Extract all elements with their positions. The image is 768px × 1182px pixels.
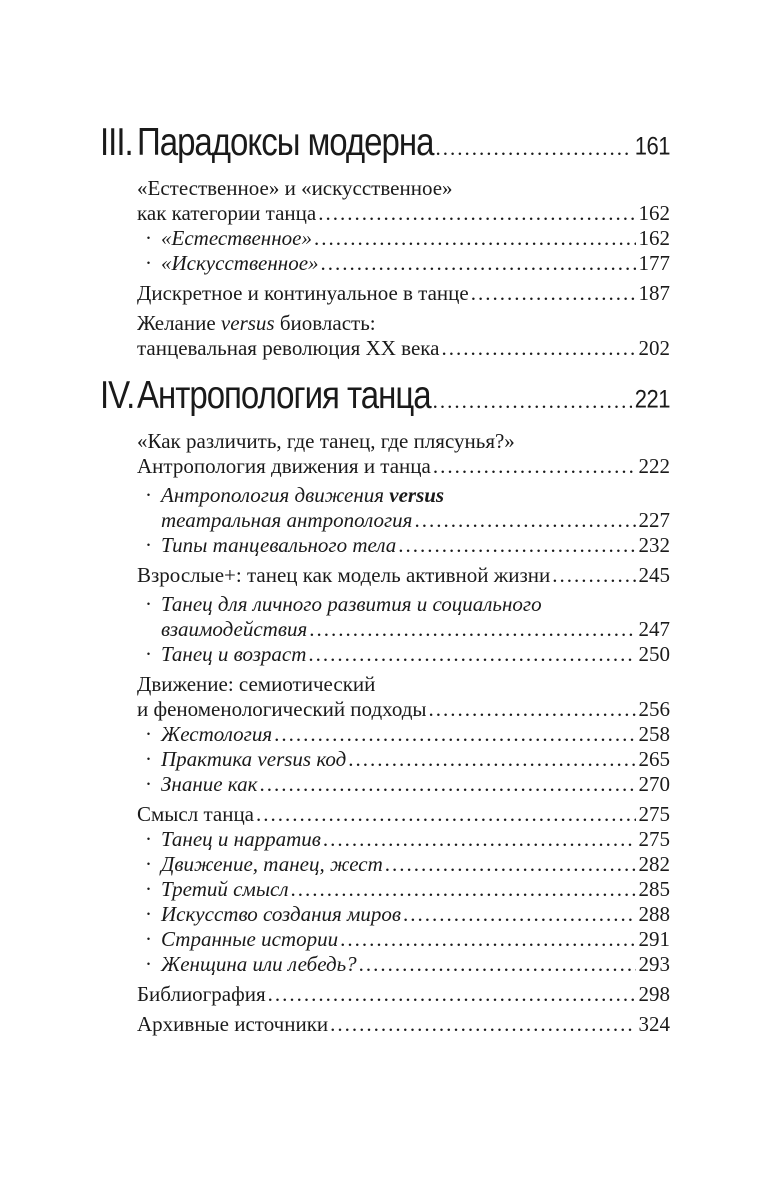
bullet-marker: · <box>145 852 152 876</box>
dot-leader <box>403 902 635 927</box>
toc-entry-row <box>100 982 670 1007</box>
dot-leader <box>471 281 636 306</box>
page-number: 221 <box>634 384 670 413</box>
dot-leader <box>398 533 635 558</box>
entry-title: Взрослые+: танец как модель активной жизни <box>137 563 551 587</box>
entry-title: Дискретное и континуальное в танце <box>137 281 469 305</box>
page-number: 177 <box>638 251 670 275</box>
chapter-numeral: IV. <box>100 372 135 417</box>
dot-leader <box>274 722 635 747</box>
subentry-title: Танец и возраст <box>161 642 307 666</box>
toc-entry-row <box>100 429 670 454</box>
entry-title: Архивные источники <box>137 1012 329 1036</box>
toc-subentry-row <box>100 533 670 558</box>
toc-entry-row <box>100 563 670 588</box>
toc-subentry-row <box>100 772 670 797</box>
page-number: 256 <box>638 697 670 721</box>
dot-leader <box>314 226 636 251</box>
bullet-marker: · <box>145 877 152 901</box>
page-number: 270 <box>638 772 670 796</box>
entry-title: танцевальная революция XX века <box>137 336 440 360</box>
toc-entry-continuation <box>100 697 670 722</box>
toc-subentry-row <box>100 877 670 902</box>
dot-leader <box>552 563 635 588</box>
page-number: 162 <box>638 226 670 250</box>
bullet-marker: · <box>145 483 152 507</box>
subentry-title: Движение, танец, жест <box>161 852 383 876</box>
subentry-title: театральная антропология <box>161 508 413 532</box>
dot-leader <box>256 802 635 827</box>
dot-leader <box>330 1012 635 1037</box>
toc-subentry-row <box>100 226 670 251</box>
entry-title <box>137 311 376 336</box>
page-number: 288 <box>638 902 670 926</box>
bullet-marker: · <box>145 722 152 746</box>
toc-chapter-row <box>100 119 670 170</box>
dot-leader <box>348 747 635 772</box>
bullet-marker: · <box>145 533 152 557</box>
entry-title: Движение: семиотический <box>137 672 376 696</box>
dot-leader <box>309 617 635 642</box>
bullet-marker: · <box>145 902 152 926</box>
page-number: 291 <box>638 927 670 951</box>
page-number: 247 <box>638 617 670 641</box>
entry-title: Смысл танца <box>137 802 255 826</box>
toc-entry-continuation <box>100 454 670 479</box>
bullet-marker: · <box>145 927 152 951</box>
page-number: 161 <box>634 131 670 160</box>
chapter-title: Парадоксы модерна <box>137 119 434 164</box>
toc-entry-continuation <box>100 201 670 226</box>
entry-title: Библиография <box>137 982 266 1006</box>
page-number: 222 <box>638 454 670 478</box>
toc-subentry-row <box>100 952 670 977</box>
entry-title-part: биовласть: <box>274 311 376 335</box>
chapter-title: Антропология танца <box>137 372 431 417</box>
page-number: 202 <box>638 336 670 360</box>
page-number: 250 <box>638 642 670 666</box>
toc-entry-row <box>100 311 670 336</box>
dot-leader <box>268 982 636 1007</box>
toc-subentry-row <box>100 902 670 927</box>
entry-title: «Как различить, где танец, где плясунья?» <box>137 429 515 453</box>
page-number: 227 <box>638 508 670 532</box>
page-number: 324 <box>638 1012 670 1036</box>
toc-entry-row <box>100 176 670 201</box>
subentry-title: Странные истории <box>161 927 339 951</box>
toc-subentry-row <box>100 483 670 508</box>
dot-leader <box>318 201 635 226</box>
page-number: 275 <box>638 827 670 851</box>
page-number: 275 <box>638 802 670 826</box>
dot-leader <box>442 336 636 361</box>
dot-leader <box>433 454 636 479</box>
toc-subentry-continuation <box>100 617 670 642</box>
bullet-marker: · <box>145 827 152 851</box>
toc-entry-row <box>100 281 670 306</box>
bullet-marker: · <box>145 747 152 771</box>
toc-subentry-row <box>100 642 670 667</box>
dot-leader <box>321 251 636 276</box>
subentry-title: «Естественное» <box>161 226 312 250</box>
toc-subentry-row <box>100 747 670 772</box>
toc-list <box>100 119 670 1037</box>
dot-leader <box>259 772 635 797</box>
toc-subentry-row <box>100 722 670 747</box>
subentry-title: Типы танцевального тела <box>161 533 397 557</box>
dot-leader <box>414 508 635 533</box>
toc-chapter-row <box>100 372 670 423</box>
subentry-title: Жестология <box>161 722 273 746</box>
page-number: 285 <box>638 877 670 901</box>
entry-title: как категории танца <box>137 201 317 225</box>
page-number: 162 <box>638 201 670 225</box>
dot-leader <box>435 126 631 170</box>
subentry-title: Третий смысл <box>161 877 289 901</box>
subentry-title: Знание как <box>161 772 258 796</box>
toc-subentry-row <box>100 927 670 952</box>
bullet-marker: · <box>145 226 152 250</box>
entry-title: «Естественное» и «искусственное» <box>137 176 453 200</box>
dot-leader <box>340 927 635 952</box>
subentry-title <box>161 483 444 508</box>
dot-leader <box>433 379 632 423</box>
toc-subentry-row <box>100 852 670 877</box>
entry-title-part: Желание <box>137 311 221 335</box>
toc-entry-row <box>100 672 670 697</box>
dot-leader <box>385 852 636 877</box>
subentry-title-emphasis: versus <box>389 483 445 507</box>
page-number: 232 <box>638 533 670 557</box>
subentry-title-part: Антропология движения <box>161 483 390 507</box>
page-number: 293 <box>638 952 670 976</box>
bullet-marker: · <box>145 592 152 616</box>
page-number: 298 <box>638 982 670 1006</box>
toc-subentry-row <box>100 827 670 852</box>
toc-entry-continuation <box>100 336 670 361</box>
entry-title: Антропология движения и танца <box>137 454 431 478</box>
bullet-marker: · <box>145 772 152 796</box>
bullet-marker: · <box>145 642 152 666</box>
dot-leader <box>429 697 636 722</box>
page-number: 245 <box>638 563 670 587</box>
chapter-numeral: III. <box>100 119 133 164</box>
bullet-marker: · <box>145 952 152 976</box>
toc-subentry-row <box>100 592 670 617</box>
toc-entry-row <box>100 1012 670 1037</box>
subentry-title: Танец и нарратив <box>161 827 321 851</box>
dot-leader <box>308 642 635 667</box>
subentry-title: «Искусственное» <box>161 251 319 275</box>
toc-subentry-row <box>100 251 670 276</box>
entry-title: и феноменологический подходы <box>137 697 427 721</box>
page-number: 258 <box>638 722 670 746</box>
toc-entry-row <box>100 802 670 827</box>
subentry-title: Искусство создания миров <box>161 902 402 926</box>
subentry-title: взаимодействия <box>161 617 308 641</box>
toc-subentry-continuation <box>100 508 670 533</box>
bullet-marker: · <box>145 251 152 275</box>
subentry-title: Женщина или лебедь? <box>161 952 357 976</box>
subentry-title: Практика versus код <box>161 747 347 771</box>
dot-leader <box>291 877 636 902</box>
entry-title-latin-italic: versus <box>220 311 275 335</box>
page-number: 265 <box>638 747 670 771</box>
page-number: 282 <box>638 852 670 876</box>
page-number: 187 <box>638 281 670 305</box>
subentry-title: Танец для личного развития и социального <box>161 592 542 616</box>
dot-leader <box>323 827 636 852</box>
dot-leader <box>359 952 636 977</box>
